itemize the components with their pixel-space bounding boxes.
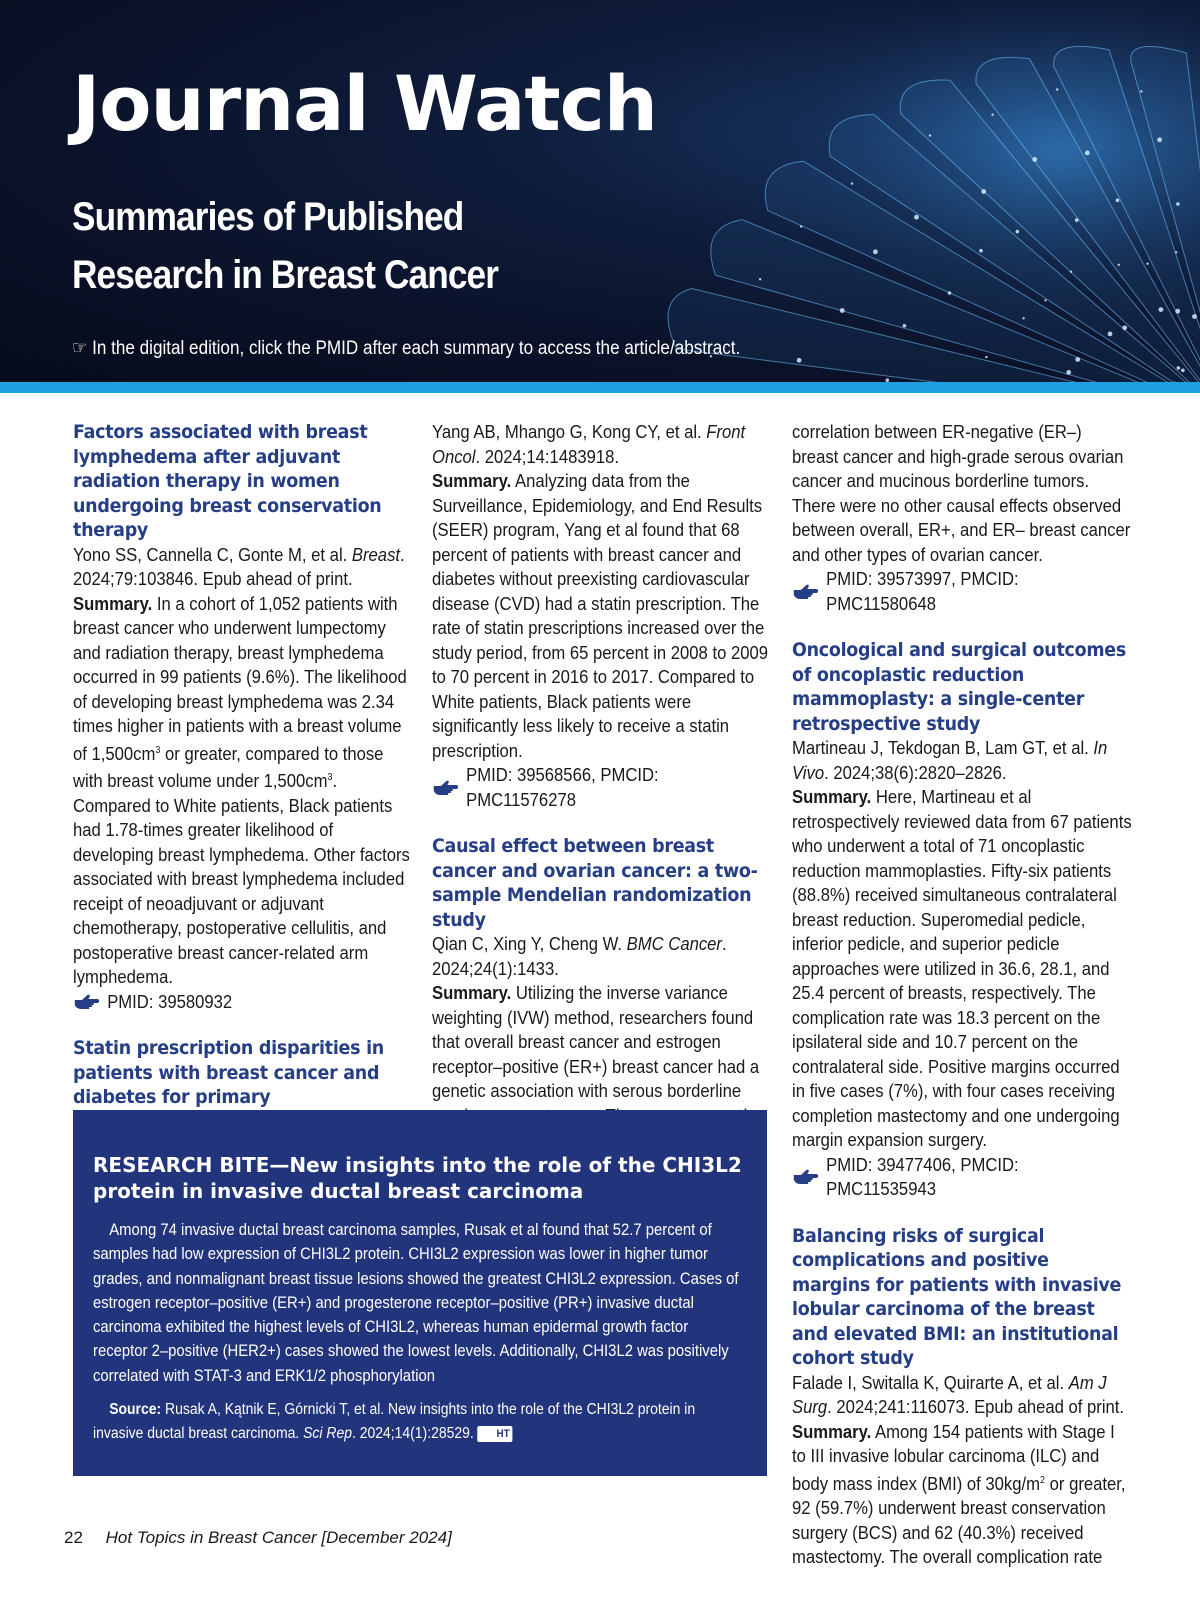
pmid-link[interactable]: PMID: 39477406, PMCID: PMC11535943 bbox=[792, 1153, 1132, 1202]
network-node bbox=[1070, 271, 1072, 273]
article-title: Oncological and surgical outcomes of oncoplastic reduction mammoplasty: a single-center retrospective study bbox=[792, 639, 1127, 735]
article-body bbox=[792, 1371, 1132, 1570]
network-node bbox=[1122, 325, 1127, 330]
network-node bbox=[873, 249, 878, 254]
network-node bbox=[1176, 202, 1180, 206]
article-summary: Summary. Utilizing the inverse variance weighting (IVW) method, researchers found that overall breast cancer and estrogen receptor–positive (ER+) breast cancer had a genetic association with serous borderline bbox=[432, 982, 760, 1101]
network-node bbox=[903, 324, 907, 328]
pointing-hand-icon bbox=[792, 582, 819, 602]
network-node bbox=[1085, 151, 1090, 156]
column-3 bbox=[792, 420, 1132, 1570]
network-node bbox=[914, 215, 919, 220]
network-node bbox=[1140, 90, 1142, 92]
network-node bbox=[1056, 88, 1058, 90]
network-node bbox=[1108, 332, 1113, 337]
network-node bbox=[797, 358, 802, 363]
network-node bbox=[759, 278, 761, 280]
article-citation: Yang AB, Mhango G, Kong CY, et al. Front Oncol. 2024;14:1483918. bbox=[432, 421, 746, 467]
article-summary: Summary. In a cohort of 1,052 patients with breast cancer who underwent lumpectomy and radiation therapy, breast lymphedema occurred in 99 patients (9.6%). The likelihood of developing breast lymphedema was 2.34 times higher in patients with a breast volume of $1,500cm^3$ or greater, compared to those with breast volume under $1,500cm^3$. Compared to White patients, Black patients had 1.78-times greater likelihood of developing breast lymphedema. Other factors associated with breast lymphedema included receipt of neoadjuvant or adjuvant chemotherapy, postoperative cellulitis, and postoperative breast cancer-related arm lymphedema. bbox=[73, 592, 410, 988]
article-summary: Summary. Here, Martineau et al retrospectively reviewed data from 67 patients who underwent a total of 71 oncoplastic reduction mammoplasties. Fifty-six patients (88.8%) received simultaneous contralateral breast reduction. Superomedial pedicle, inferior pedicle, and superior pedicle approaches were utilized in 36.6, 28.1, and 25.4 percent of breasts, respectively. The complication rate was 18.3 percent on the ipsilateral side and 10.7 percent on the contralateral side. Positive margins occurred in five cases (7%), with four cases receiving completion mastectomy and one undergoing margin expansion surgery. bbox=[792, 786, 1132, 1150]
article-summary: Summary. Among 154 patients with Stage I to III invasive lobular carcinoma (ILC) and body mass index (BMI) of $30kg/m^2$ or greater, 92 (59.7%) underwent breast conservation surgery (BCS) and 62 (40.3%) received mastectomy. The overall complication rate bbox=[792, 1420, 1126, 1568]
page-subtitle: Summaries of Published Research in Breast Cancer bbox=[72, 195, 499, 297]
article-summary: Summary. Analyzing data from the Surveillance, Epidemiology, and End Results (SEER) program, Yang et al found that 68 percent of patients with breast cancer and diabetes without preexisting cardiovascular disease (CVD) had a statin prescription. The rate of statin prescriptions increased over the study period, from 65 percent in 2008 to 2009 to 70 percent in 2016 to 2017. Compared to White patients, Black patients were significantly less likely to receive a statin prescription. bbox=[432, 470, 768, 761]
pointing-hand-icon: ☞ bbox=[72, 338, 88, 359]
network-node bbox=[1157, 137, 1162, 142]
article-body bbox=[73, 543, 413, 1015]
network-node bbox=[1032, 157, 1037, 162]
network-node bbox=[929, 134, 931, 136]
article-citation: Yono SS, Cannella C, Gonte M, et al. Breast. 2024;79:103846. Epub ahead of print. bbox=[73, 543, 405, 589]
pointing-hand-icon bbox=[432, 778, 459, 798]
network-node bbox=[1075, 218, 1079, 222]
journal-name: BMC Cancer bbox=[626, 933, 722, 954]
network-node bbox=[1066, 370, 1071, 375]
article-title: Factors associated with breast lymphedema after adjuvant radiation therapy in women undergoing breast conservation therapy bbox=[73, 421, 382, 541]
journal-name: Front Oncol bbox=[432, 421, 746, 467]
pmid-link[interactable]: PMID: 39573997, PMCID: PMC11580648 bbox=[792, 567, 1132, 616]
research-bite-text: Among 74 invasive ductal breast carcinoma samples, Rusak et al found that 52.7 percent of samples had low expression of CHI3L2 protein. CHI3L2 expression was lower in higher tumor grades, and nonmalignant breast tissue lesions showed the greatest CHI3L2 expression. Cases of estrogen receptor–positive (ER+) and progesterone receptor–positive (PR+) invasive ductal carcinoma exhibited the highest levels of CHI3L2, whereas human epidermal growth factor receptor 2–positive (HER2+) cases showed the lowest levels. Additionally, CHI3L2 was positively correlated with STAT-3 and ERK1/2 phosphorylation bbox=[93, 1221, 739, 1385]
network-node bbox=[1016, 230, 1020, 234]
article-body bbox=[432, 932, 772, 1128]
pointing-hand-icon bbox=[792, 1167, 819, 1187]
journal-name: Sci Rep bbox=[303, 1425, 352, 1443]
header-stripe bbox=[0, 382, 1200, 393]
network-node bbox=[1175, 309, 1180, 314]
page-title: Journal Watch bbox=[72, 59, 657, 148]
pointing-hand-icon bbox=[73, 992, 100, 1012]
article-title: Balancing risks of surgical complications and positive margins for patients with invasive lobular carcinoma of the breast and elevated BMI: an institutional cohort study bbox=[792, 1224, 1122, 1369]
article-summary-continued: correlation between ER-negative (ER–) breast cancer and high-grade serous ovarian cancer and mucinous borderline tumors. There were no other causal effects observed between overall, ER+, and ER– breast cancer and other types of ovarian cancer. bbox=[792, 421, 1131, 565]
pmid-link[interactable]: PMID: 39568566, PMCID: PMC11576278 bbox=[432, 763, 772, 812]
journal-name: Breast bbox=[351, 543, 401, 565]
network-node bbox=[1116, 199, 1120, 203]
research-bite-box bbox=[73, 1110, 767, 1476]
article-title: Causal effect between breast cancer and ovarian cancer: a two-sample Mendelian randomization study bbox=[432, 835, 758, 931]
network-node bbox=[1159, 307, 1164, 312]
network-node bbox=[1146, 263, 1148, 265]
article-citation: Falade I, Switalla K, Quirarte A, et al. Am J Surg. 2024;241:116073. Epub ahead of print. bbox=[792, 1371, 1125, 1417]
network-node bbox=[1192, 314, 1197, 319]
network-node bbox=[1175, 251, 1177, 253]
article-body bbox=[792, 736, 1132, 1202]
column-2 bbox=[432, 420, 772, 1128]
column-1 bbox=[73, 420, 413, 1134]
network-node bbox=[981, 189, 986, 194]
network-node bbox=[1022, 317, 1024, 319]
ht-badge[interactable]: HT bbox=[478, 1426, 513, 1442]
network-node bbox=[1044, 299, 1046, 301]
article-citation: Qian C, Xing Y, Cheng W. BMC Cancer. 2024;24(1):1433. bbox=[432, 933, 727, 979]
journal-name: In Vivo bbox=[792, 737, 1108, 783]
research-bite-source: Source: Rusak A, Kątnik E, Górnicki T, et al. New insights into the role of the CHI3L2 protein in invasive ductal breast carcinoma. Sci Rep. 2024;14(1):28529. HT bbox=[93, 1401, 696, 1443]
page-footer bbox=[64, 1528, 452, 1548]
journal-name: Am J Surg bbox=[792, 1371, 1107, 1417]
article-body bbox=[432, 420, 772, 812]
publication-name: Hot Topics in Breast Cancer [December 2024] bbox=[105, 1528, 452, 1547]
pmid-link[interactable]: PMID: 39580932 bbox=[73, 990, 413, 1015]
article-title: Statin prescription disparities in patients with breast cancer and diabetes for primary bbox=[73, 1037, 384, 1109]
network-node bbox=[948, 291, 952, 295]
network-node bbox=[800, 225, 802, 227]
header-banner bbox=[0, 0, 1200, 382]
note-text: In the digital edition, click the PMID after each summary to access the article/abstract. bbox=[92, 338, 741, 359]
network-node bbox=[1118, 264, 1120, 266]
research-bite-heading: RESEARCH BITE—New insights into the role of the CHI3L2 protein in invasive ductal breast carcinoma bbox=[93, 1153, 742, 1203]
article-citation: Martineau J, Tekdogan B, Lam GT, et al. In Vivo. 2024;38(6):2820–2826. bbox=[792, 737, 1108, 783]
network-node bbox=[851, 182, 853, 184]
network-node bbox=[1181, 369, 1185, 373]
network-node bbox=[979, 249, 983, 253]
network-node bbox=[840, 308, 845, 313]
network-node bbox=[1075, 357, 1080, 362]
digital-edition-note bbox=[72, 337, 740, 360]
network-node bbox=[985, 356, 987, 358]
network-node bbox=[991, 114, 993, 116]
network-node bbox=[1177, 366, 1181, 370]
article-body bbox=[792, 420, 1132, 616]
page-number: 22 bbox=[64, 1528, 83, 1547]
